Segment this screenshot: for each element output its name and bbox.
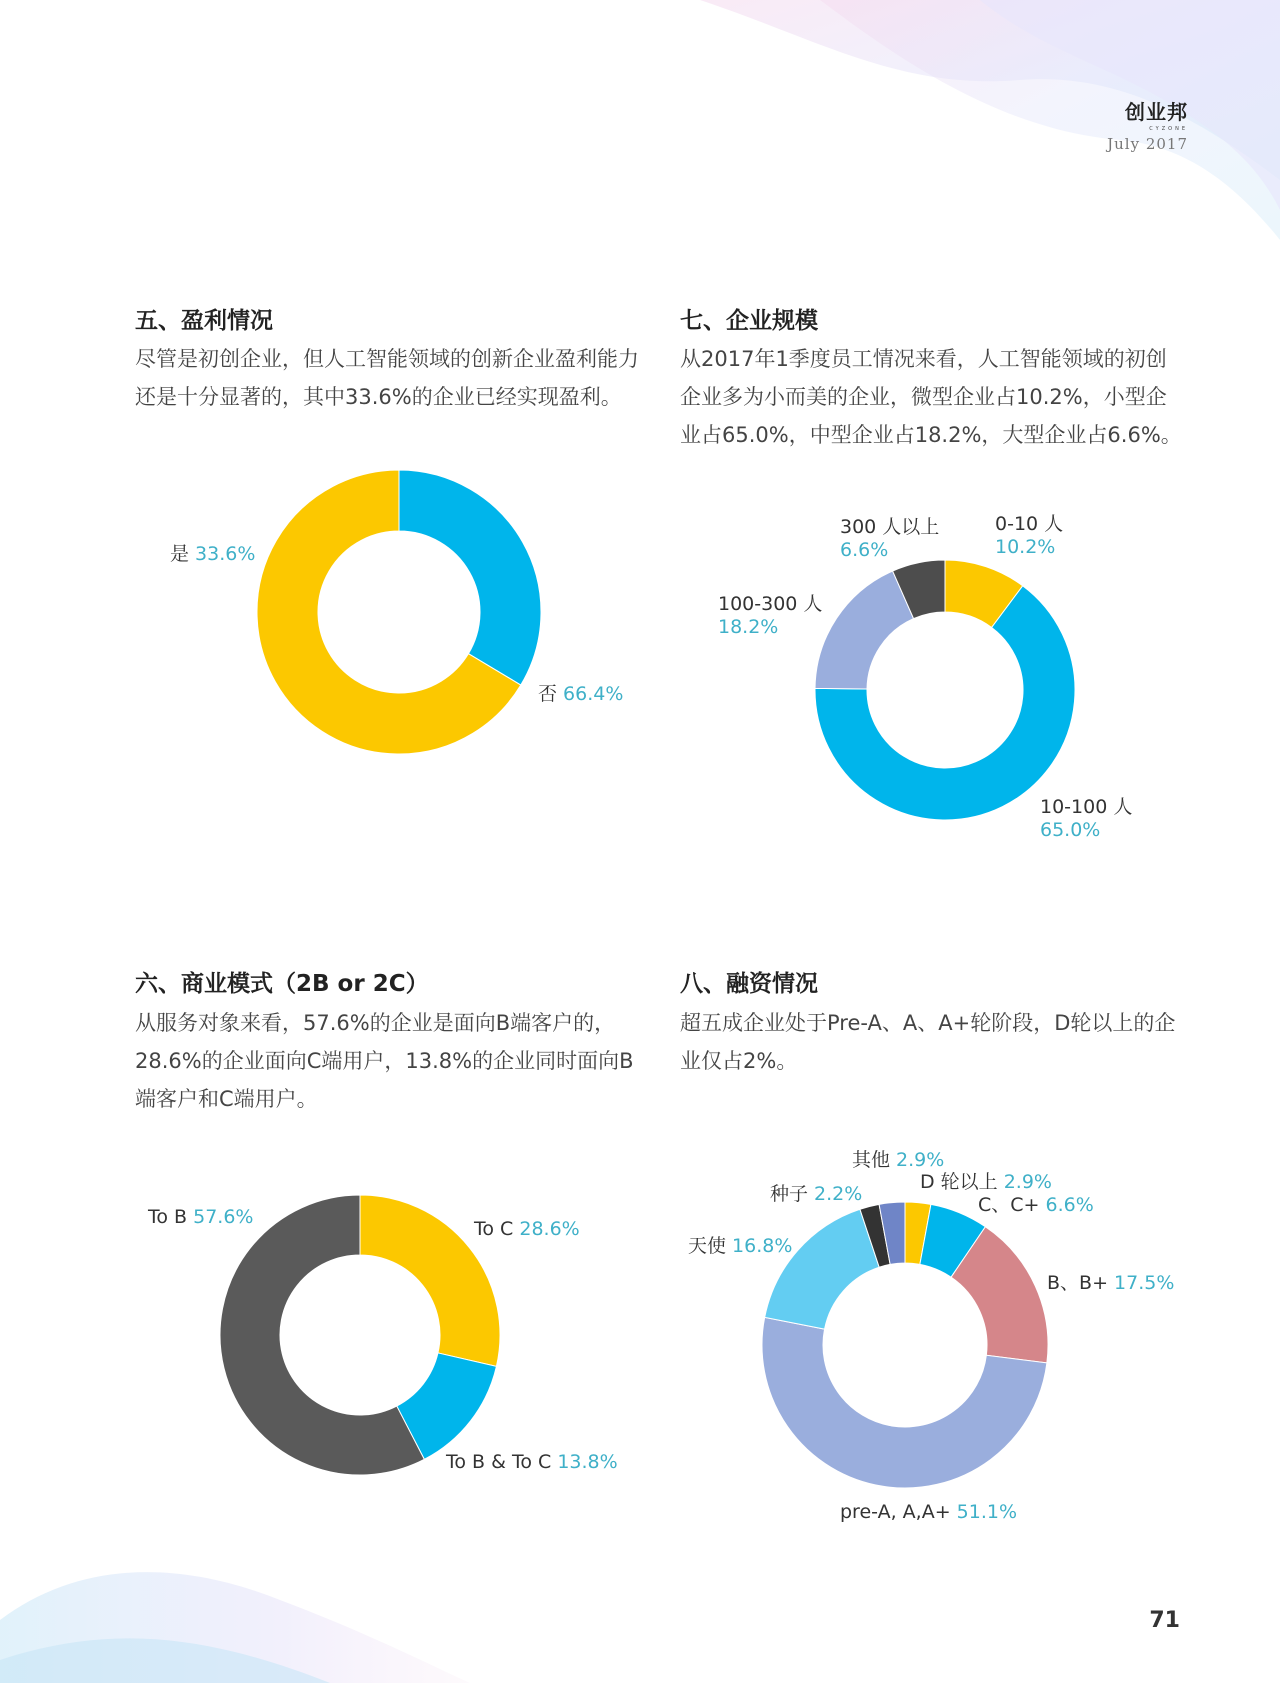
scale-slice-value: 65.0% — [1040, 819, 1101, 841]
profit-data-label — [170, 543, 255, 565]
profit-slice-label: 否 — [538, 683, 558, 705]
funding-slice-value: 2.9% — [997, 1171, 1052, 1193]
scale-slice-label: 10-100 人 — [1040, 796, 1133, 818]
funding-slice-value: 17.5% — [1108, 1272, 1175, 1294]
funding-data-label — [1047, 1272, 1174, 1294]
section-desc-scale: 从2017年1季度员工情况来看，人工智能领域的初创企业多为小而美的企业，微型企业占10.2%，小型企业占65.0%，中型企业占18.2%，大型企业占6.6%。 — [680, 347, 1182, 447]
page-number: 71 — [1149, 1608, 1180, 1633]
brand-name: 创业邦 — [1125, 100, 1188, 124]
section-title-profit: 五、盈利情况 — [135, 308, 273, 334]
funding-data-label — [852, 1149, 944, 1171]
model-slice-label: To C — [474, 1218, 514, 1240]
model-data-label — [445, 1451, 618, 1473]
funding-slice-value: 2.9% — [890, 1149, 945, 1171]
scale-slice-value: 18.2% — [718, 616, 779, 638]
profit-slice-slice-0 — [399, 470, 541, 685]
model-donut-chart — [147, 1195, 618, 1475]
funding-slice-value: 2.2% — [808, 1183, 863, 1205]
scale-slice-label: 300 人以上 — [840, 516, 940, 538]
funding-data-label — [840, 1501, 1017, 1523]
funding-donut-chart — [688, 1149, 1174, 1523]
model-slice-value: 13.8% — [551, 1451, 618, 1473]
scale-data-label — [995, 513, 1063, 558]
model-slice-label: To B — [148, 1206, 188, 1228]
scale-slice-label: 0-10 人 — [995, 513, 1064, 535]
model-data-label — [473, 1218, 580, 1240]
model-slice-label: To B & To C — [446, 1451, 552, 1473]
scale-slice-value: 6.6% — [840, 539, 889, 561]
section-desc-funding: 超五成企业处于Pre-A、A、A+轮阶段，D轮以上的企业仅占2%。 — [680, 1011, 1176, 1073]
funding-slice-label: B、B+ — [1047, 1272, 1108, 1294]
scale-data-label — [1040, 796, 1132, 841]
funding-slice-label: 天使 — [688, 1235, 727, 1257]
funding-slice-slice-4 — [765, 1209, 879, 1329]
profit-donut-chart — [170, 470, 623, 754]
issue-date: July 2017 — [1107, 135, 1188, 153]
section-title-funding: 八、融资情况 — [680, 971, 818, 997]
model-data-label — [147, 1206, 253, 1228]
scale-slice-100-300 — [815, 571, 914, 689]
model-slice-value: 57.6% — [187, 1206, 254, 1228]
scale-slice-value: 10.2% — [995, 536, 1056, 558]
funding-slice-label: 其他 — [852, 1149, 891, 1171]
section-desc-model: 从服务对象来看，57.6%的企业是面向B端客户的，28.6%的企业面向C端用户，13.8%的企业同时面向B端客户和C端用户。 — [135, 1011, 634, 1111]
section-title-model: 六、商业模式（2B or 2C） — [135, 971, 429, 997]
scale-data-label — [718, 593, 822, 638]
scale-slice-label: 100-300 人 — [718, 593, 823, 615]
profit-slice-label: 是 — [170, 543, 190, 565]
profit-slice-value: 33.6% — [189, 543, 256, 565]
brand-subtitle: CYZONE — [1149, 126, 1188, 132]
funding-slice-value: 6.6% — [1039, 1194, 1094, 1216]
funding-data-label — [770, 1183, 862, 1205]
profit-slice-value: 66.4% — [557, 683, 624, 705]
scale-data-label — [840, 516, 939, 561]
funding-slice-value: 51.1% — [950, 1501, 1018, 1523]
funding-data-label — [688, 1235, 792, 1257]
section-desc-profit: 尽管是初创企业，但人工智能领域的创新企业盈利能力还是十分显著的，其中33.6%的企业已经实现盈利。 — [135, 347, 639, 409]
funding-slice-value: 16.8% — [726, 1235, 793, 1257]
funding-data-label — [920, 1171, 1052, 1193]
funding-slice-label: C、C+ — [978, 1194, 1040, 1216]
funding-data-label — [978, 1194, 1094, 1216]
profit-data-label — [538, 683, 623, 705]
funding-slice-label: D 轮以上 — [920, 1171, 998, 1193]
funding-slice-label: 种子 — [770, 1183, 809, 1205]
model-slice-value: 28.6% — [513, 1218, 580, 1240]
scale-donut-chart — [718, 513, 1132, 841]
section-title-scale: 七、企业规模 — [680, 308, 818, 334]
funding-slice-label: pre-A, A,A+ — [840, 1501, 951, 1523]
